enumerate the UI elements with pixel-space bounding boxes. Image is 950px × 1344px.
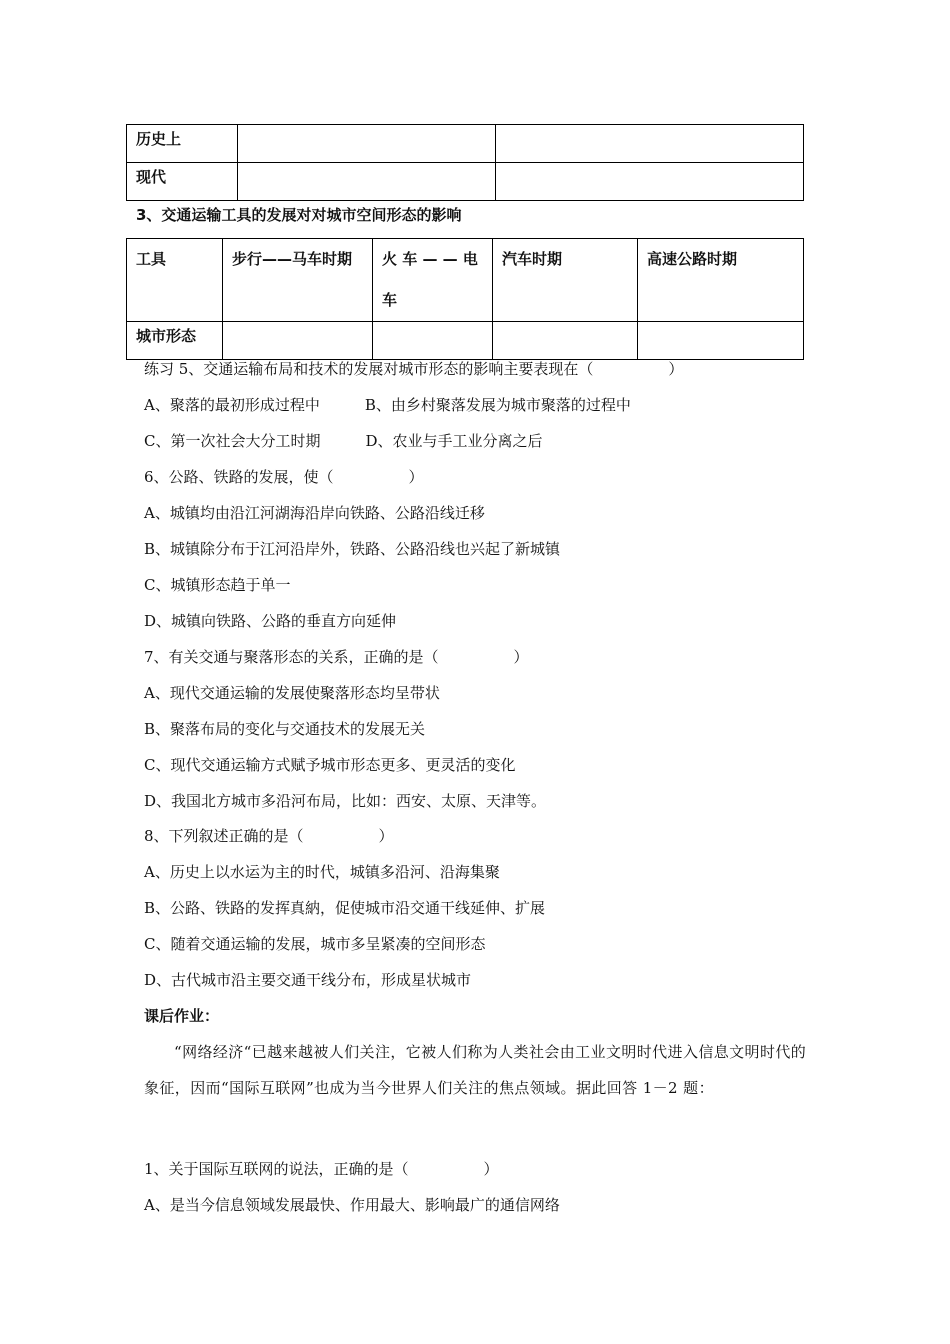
- question-8-option-c: C、随着交通运输的发展，城市多呈紧凑的空间形态: [144, 935, 486, 953]
- question-8-option-b: B、公路、铁路的发挥真納，促使城市沿交通干线延伸、扩展: [144, 899, 546, 917]
- question-7-option-b: B、聚落布局的变化与交通技术的发展无关: [144, 720, 426, 738]
- header-tool: 工具: [127, 239, 223, 322]
- table-row: [127, 163, 804, 201]
- question-8: 8、下列叙述正确的是（ ）: [144, 827, 394, 845]
- homework-title: 课后作业：: [144, 1007, 220, 1025]
- table-cell: [496, 125, 804, 163]
- table-header-row: [127, 239, 804, 322]
- table-row: [127, 322, 804, 360]
- row-label-history: 历史上: [127, 125, 238, 163]
- homework-question-1-option-a: A、是当今信息领域发展最快、作用最大、影响最广的通信网络: [144, 1196, 560, 1214]
- section-3-title: 3、交通运输工具的发展对对城市空间形态的影响: [136, 206, 462, 224]
- table-cell: [223, 322, 373, 360]
- question-8-option-d: D、古代城市沿主要交通干线分布，形成星状城市: [144, 971, 472, 989]
- question-5: 练习 5、交通运输布局和技术的发展对城市形态的影响主要表现在（ ）: [144, 360, 684, 378]
- question-6-option-a: A、城镇均由沿江河湖海沿岸向铁路、公路沿线迁移: [144, 504, 485, 522]
- header-train-tram: 火 车 — — 电 车: [373, 239, 493, 322]
- question-7-option-d: D、我国北方城市多沿河布局，比如：西安、太原、天津等。: [144, 792, 547, 810]
- homework-question-1: 1、关于国际互联网的说法，正确的是（ ）: [144, 1160, 499, 1178]
- table-cell: [493, 322, 638, 360]
- question-5-options-cd: C、第一次社会大分工时期 D、农业与手工业分离之后: [144, 432, 543, 450]
- table-row: [127, 125, 804, 163]
- question-8-option-a: A、历史上以水运为主的时代，城镇多沿河、沿海集聚: [144, 863, 500, 881]
- table-cell: [496, 163, 804, 201]
- homework-paragraph: “网络经济“已越来越被人们关注，它被人们称为人类社会由工业文明时代进入信息文明时代的象征，因而“国际互联网”也成为当今世界人们关注的焦点领域。据此回答 1－2 题：: [144, 1043, 807, 1097]
- header-walking-carriage: 步行——马车时期: [223, 239, 373, 322]
- table-cell: [373, 322, 493, 360]
- question-6-option-d: D、城镇向铁路、公路的垂直方向延伸: [144, 612, 397, 630]
- table-cell: [638, 322, 804, 360]
- question-6-option-b: B、城镇除分布于江河沿岸外，铁路、公路沿线也兴起了新城镇: [144, 540, 561, 558]
- question-7: 7、有关交通与聚落形态的关系，正确的是（ ）: [144, 648, 529, 666]
- question-6-option-c: C、城镇形态趋于单一: [144, 576, 291, 594]
- question-5-options-ab: A、聚落的最初形成过程中 B、由乡村聚落发展为城市聚落的过程中: [144, 396, 631, 414]
- question-7-option-c: C、现代交通运输方式赋予城市形态更多、更灵活的变化: [144, 756, 516, 774]
- table-cell: [238, 125, 496, 163]
- question-7-option-a: A、现代交通运输的发展使聚落形态均呈带状: [144, 684, 440, 702]
- row-label-modern: 现代: [127, 163, 238, 201]
- history-modern-table: [126, 124, 804, 201]
- question-6: 6、公路、铁路的发展，使（ ）: [144, 468, 424, 486]
- header-highway-era: 高速公路时期: [638, 239, 804, 322]
- header-car-era: 汽车时期: [493, 239, 638, 322]
- table-cell: [238, 163, 496, 201]
- transport-city-form-table: [126, 238, 804, 360]
- row-label-city-form: 城市形态: [127, 322, 223, 360]
